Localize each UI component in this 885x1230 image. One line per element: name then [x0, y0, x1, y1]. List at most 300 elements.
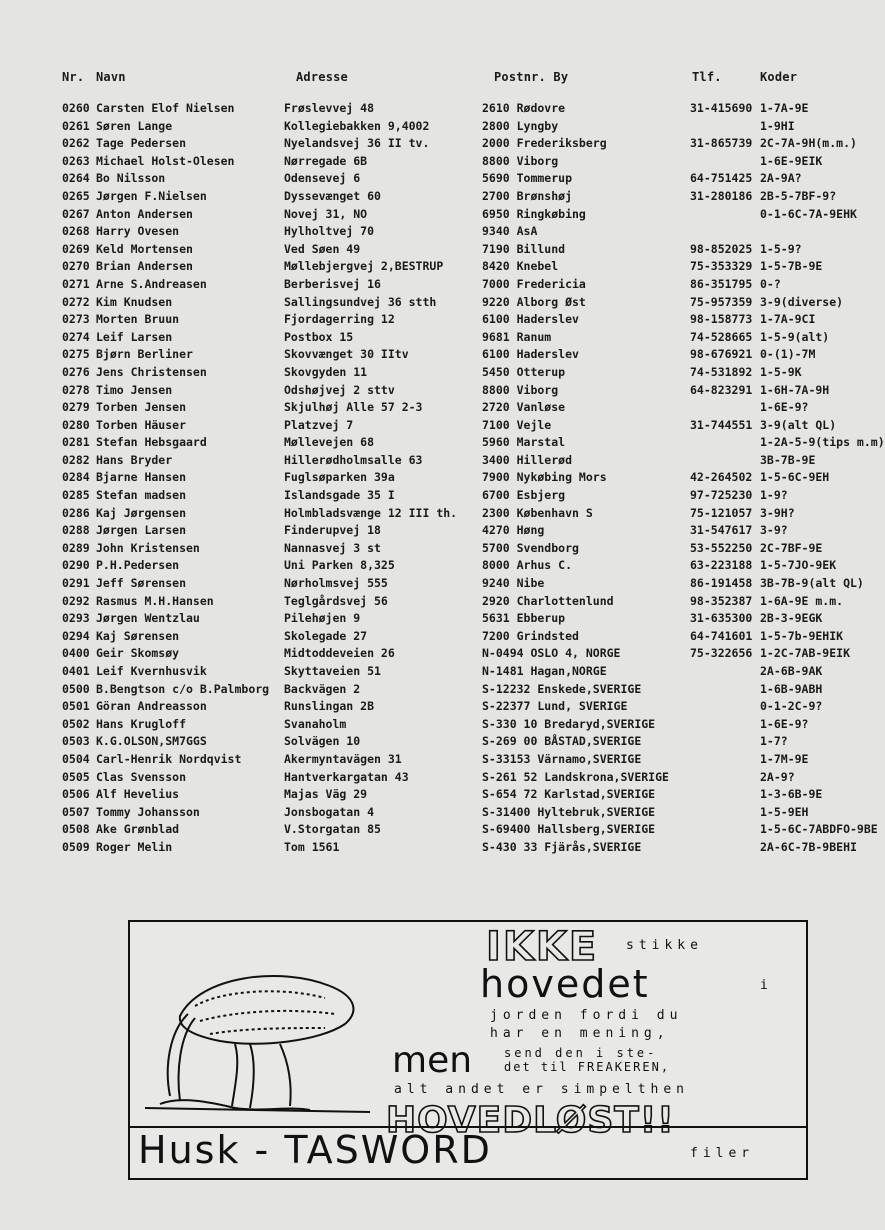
- table-row: [0, 188, 872, 206]
- member-codes: 0-1-6C-7A-9EHK: [760, 206, 857, 221]
- ad-stikke: stikke: [626, 938, 703, 953]
- member-address: Fuglsøparken 39a: [284, 470, 395, 485]
- member-name: Kim Knudsen: [96, 294, 173, 309]
- member-codes: 1-7A-9E: [760, 101, 809, 115]
- member-nr: 0289: [62, 540, 90, 555]
- member-nr: 0503: [62, 734, 90, 749]
- member-nr: 0270: [62, 259, 90, 274]
- member-postcode-city: 5690 Tommerup: [482, 171, 573, 186]
- member-phone: 31-865739: [690, 136, 753, 151]
- table-row: [0, 258, 872, 276]
- table-row: [0, 540, 872, 558]
- member-codes: 1-7?: [760, 734, 788, 749]
- member-address: Novej 31, NO: [284, 206, 368, 221]
- member-name: Tage Pedersen: [96, 136, 187, 151]
- member-nr: 0502: [62, 716, 90, 731]
- member-name: Leif Kvernhusvik: [96, 664, 207, 678]
- member-nr: 0290: [62, 558, 90, 573]
- member-nr: 0288: [62, 523, 90, 538]
- table-row: [0, 645, 872, 663]
- member-nr: 0292: [62, 593, 90, 608]
- member-postcode-city: 5960 Marstal: [482, 435, 566, 450]
- member-name: Harry Ovesen: [96, 224, 180, 239]
- table-row: [0, 452, 872, 470]
- member-nr: 0285: [62, 488, 90, 503]
- member-phone: 31-635300: [690, 611, 753, 626]
- member-nr: 0263: [62, 153, 90, 168]
- member-name: Torben Jensen: [96, 400, 187, 415]
- member-address: Skyttaveien 51: [284, 664, 381, 678]
- member-nr: 0273: [62, 312, 90, 327]
- member-name: Anton Andersen: [96, 206, 193, 221]
- member-postcode-city: 2800 Lyngby: [482, 118, 559, 133]
- member-nr: 0508: [62, 822, 90, 837]
- member-address: Skovvænget 30 IItv: [284, 347, 409, 362]
- member-postcode-city: S-22377 Lund, SVERIGE: [482, 699, 628, 714]
- member-name: Geir Skomsøy: [96, 646, 180, 661]
- member-phone: 75-121057: [690, 505, 753, 520]
- member-nr: 0293: [62, 611, 90, 626]
- member-address: Møllebjergvej 2,BESTRUP: [284, 259, 444, 274]
- member-postcode-city: 7100 Vejle: [482, 417, 552, 432]
- member-postcode-city: 7000 Fredericia: [482, 276, 586, 291]
- member-nr: 0400: [62, 646, 90, 661]
- ad-send1: send den i ste-: [504, 1046, 658, 1060]
- table-row: [0, 610, 872, 628]
- member-phone: 64-823291: [690, 382, 753, 397]
- member-postcode-city: 6100 Haderslev: [482, 347, 579, 362]
- member-address: Sallingsundvej 36 stth: [284, 294, 437, 309]
- table-row: [0, 311, 872, 329]
- member-phone: 86-191458: [690, 576, 753, 591]
- member-nr: 0261: [62, 118, 90, 133]
- member-phone: 75-353329: [690, 259, 753, 274]
- member-phone: 64-751425: [690, 171, 753, 186]
- member-codes: 2A-9?: [760, 769, 795, 784]
- member-address: Runslingan 2B: [284, 699, 375, 714]
- member-address: Berberisvej 16: [284, 276, 381, 291]
- member-name: Alf Hevelius: [96, 787, 180, 802]
- member-nr: 0274: [62, 329, 90, 344]
- member-nr: 0265: [62, 188, 90, 203]
- member-phone: 31-744551: [690, 417, 753, 432]
- member-name: Bo Nilsson: [96, 171, 166, 186]
- member-name: Stefan Hebsgaard: [96, 435, 207, 450]
- member-codes: 1-6H-7A-9H: [760, 382, 830, 397]
- table-row: [0, 804, 872, 822]
- member-nr: 0264: [62, 171, 90, 186]
- member-nr: 0507: [62, 804, 90, 819]
- member-postcode-city: 2920 Charlottenlund: [482, 593, 614, 608]
- member-postcode-city: 2700 Brønshøj: [482, 188, 573, 203]
- ad-i: i: [760, 978, 773, 993]
- member-name: Kaj Sørensen: [96, 628, 180, 643]
- ad-hovedet: hovedet: [480, 962, 650, 1006]
- member-codes: 1-5-7B-9E: [760, 259, 823, 274]
- member-phone: 98-676921: [690, 347, 753, 362]
- member-phone: 53-552250: [690, 540, 753, 555]
- member-address: Møllevejen 68: [284, 435, 375, 450]
- member-codes: 1-7M-9E: [760, 751, 809, 766]
- member-phone: 98-852025: [690, 241, 753, 256]
- ad-filer: filer: [690, 1146, 755, 1161]
- member-nr: 0278: [62, 382, 90, 397]
- header-postnr: Postnr. By: [494, 70, 569, 84]
- member-phone: 75-957359: [690, 294, 753, 309]
- member-address: Finderupvej 18: [284, 523, 381, 538]
- member-name: Hans Bryder: [96, 452, 173, 467]
- table-row: [0, 557, 872, 575]
- table-row: [0, 751, 872, 769]
- table-row: [0, 505, 872, 523]
- table-row: [0, 469, 872, 487]
- member-name: Hans Krugloff: [96, 716, 187, 731]
- member-address: Svanaholm: [284, 716, 347, 731]
- member-codes: 1-5-7JO-9EK: [760, 558, 837, 573]
- member-name: Torben Häuser: [96, 417, 187, 432]
- member-postcode-city: 9681 Ranum: [482, 329, 552, 344]
- table-row: [0, 294, 872, 312]
- member-address: Jonsbogatan 4: [284, 804, 375, 819]
- member-name: Brian Andersen: [96, 259, 193, 274]
- member-codes: 1-5-9(alt): [760, 329, 830, 344]
- member-address: Hantverkargatan 43: [284, 769, 409, 784]
- member-codes: 1-5-9?: [760, 241, 802, 256]
- member-nr: 0269: [62, 241, 90, 256]
- member-postcode-city: 6100 Haderslev: [482, 312, 579, 327]
- member-codes: 1-5-9EH: [760, 804, 809, 819]
- member-codes: 0-1-2C-9?: [760, 699, 823, 714]
- member-postcode-city: S-261 52 Landskrona,SVERIGE: [482, 769, 669, 784]
- table-row: [0, 276, 872, 294]
- member-phone: 64-741601: [690, 628, 753, 643]
- member-name: Clas Svensson: [96, 769, 187, 784]
- member-name: P.H.Pedersen: [96, 558, 180, 573]
- member-codes: 1-6E-9?: [760, 716, 809, 731]
- member-nr: 0281: [62, 435, 90, 450]
- header-nr: Nr.: [62, 70, 85, 84]
- member-address: Akermyntavägen 31: [284, 751, 402, 766]
- member-codes: 1-6B-9ABH: [760, 681, 823, 696]
- member-name: Tommy Johansson: [96, 804, 200, 819]
- member-phone: 97-725230: [690, 488, 753, 503]
- ad-footer-band: [130, 1126, 806, 1178]
- ad-hovedlost: HOVEDLØST!!: [386, 1100, 675, 1141]
- member-codes: 1-5-6C-9EH: [760, 470, 830, 485]
- member-name: Leif Larsen: [96, 329, 173, 344]
- ad-ikke: IKKE: [486, 924, 599, 970]
- member-name: Jeff Sørensen: [96, 576, 187, 591]
- tasword-advert: [128, 920, 808, 1180]
- member-codes: 2A-6C-7B-9BEHI: [760, 839, 857, 854]
- member-address: Hillerødholmsalle 63: [284, 452, 423, 467]
- member-nr: 0275: [62, 347, 90, 362]
- member-nr: 0271: [62, 276, 90, 291]
- member-postcode-city: 5450 Otterup: [482, 364, 566, 379]
- member-name: Roger Melin: [96, 839, 173, 854]
- member-address: Skjulhøj Alle 57 2-3: [284, 400, 423, 415]
- member-postcode-city: 9340 AsA: [482, 224, 538, 239]
- member-codes: 1-9?: [760, 488, 788, 503]
- table-row: [0, 206, 872, 224]
- member-name: Rasmus M.H.Hansen: [96, 593, 214, 608]
- member-postcode-city: S-12232 Enskede,SVERIGE: [482, 681, 642, 696]
- table-row: [0, 821, 878, 839]
- table-row: [0, 769, 872, 787]
- member-postcode-city: 7190 Billund: [482, 241, 566, 256]
- member-name: Ake Grønblad: [96, 822, 180, 837]
- table-row: [0, 241, 872, 259]
- member-address: Hylholtvej 70: [284, 224, 375, 239]
- member-nr: 0282: [62, 452, 90, 467]
- table-row: [0, 733, 872, 751]
- member-name: Carsten Elof Nielsen: [96, 101, 235, 115]
- member-nr: 0279: [62, 400, 90, 415]
- member-postcode-city: S-654 72 Karlstad,SVERIGE: [482, 787, 656, 802]
- member-phone: 75-322656: [690, 646, 753, 661]
- member-address: Uni Parken 8,325: [284, 558, 395, 573]
- member-address: Dyssevænget 60: [284, 188, 381, 203]
- member-phone: 42-264502: [690, 470, 753, 485]
- member-name: Bjørn Berliner: [96, 347, 193, 362]
- ad-line1: jorden fordi du: [490, 1008, 683, 1023]
- member-address: Backvägen 2: [284, 681, 361, 696]
- member-nr: 0268: [62, 224, 90, 239]
- member-address: Fjordagerring 12: [284, 312, 395, 327]
- member-postcode-city: 9240 Nibe: [482, 576, 545, 591]
- member-address: Teglgårdsvej 56: [284, 593, 388, 608]
- member-postcode-city: 8000 Arhus C.: [482, 558, 573, 573]
- table-row: [0, 153, 872, 171]
- member-phone: 74-531892: [690, 364, 753, 379]
- member-postcode-city: 7900 Nykøbing Mors: [482, 470, 607, 485]
- member-address: Odensevej 6: [284, 171, 361, 186]
- member-address: Majas Väg 29: [284, 787, 368, 802]
- table-row: [0, 716, 872, 734]
- table-row: [0, 522, 872, 540]
- member-postcode-city: S-69400 Hallsberg,SVERIGE: [482, 822, 656, 837]
- member-codes: 3-9(diverse): [760, 294, 844, 309]
- member-postcode-city: 2300 København S: [482, 505, 593, 520]
- member-postcode-city: 2000 Frederiksberg: [482, 136, 607, 151]
- member-address: Kollegiebakken 9,4002: [284, 118, 430, 133]
- member-address: Nyelandsvej 36 II tv.: [284, 136, 430, 151]
- member-address: Solvägen 10: [284, 734, 361, 749]
- member-address: Skovgyden 11: [284, 364, 368, 379]
- member-phone: 98-158773: [690, 312, 753, 327]
- member-codes: 2A-6B-9AK: [760, 664, 823, 678]
- table-row: [0, 346, 872, 364]
- ostrich-illustration: [140, 936, 380, 1116]
- member-postcode-city: 2610 Rødovre: [482, 101, 566, 115]
- member-address: Skolegade 27: [284, 628, 368, 643]
- member-name: Jørgen F.Nielsen: [96, 188, 207, 203]
- member-nr: 0262: [62, 136, 90, 151]
- member-address: Ved Søen 49: [284, 241, 361, 256]
- member-nr: 0267: [62, 206, 90, 221]
- member-nr: 0280: [62, 417, 90, 432]
- member-codes: 1-3-6B-9E: [760, 787, 823, 802]
- member-name: Jørgen Wentzlau: [96, 611, 200, 626]
- member-postcode-city: 8800 Viborg: [482, 382, 559, 397]
- table-row: [0, 663, 872, 681]
- member-codes: 3-9(alt QL): [760, 417, 837, 432]
- member-address: Platzvej 7: [284, 417, 354, 432]
- member-nr: 0284: [62, 470, 90, 485]
- member-name: John Kristensen: [96, 540, 200, 555]
- member-name: Arne S.Andreasen: [96, 276, 207, 291]
- member-name: Michael Holst-Olesen: [96, 153, 235, 168]
- member-codes: 1-2A-5-9(tips m.m): [760, 435, 885, 450]
- table-row: [0, 434, 885, 452]
- member-address: Postbox 15: [284, 329, 354, 344]
- member-name: Timo Jensen: [96, 382, 173, 397]
- member-address: Pilehøjen 9: [284, 611, 361, 626]
- header-navn: Navn: [96, 70, 126, 84]
- member-address: Nannasvej 3 st: [284, 540, 381, 555]
- member-name: Bjarne Hansen: [96, 470, 187, 485]
- ad-send2: det til FREAKEREN,: [504, 1060, 671, 1074]
- member-nr: 0509: [62, 839, 90, 854]
- member-phone: 63-223188: [690, 558, 753, 573]
- member-postcode-city: S-430 33 Fjärås,SVERIGE: [482, 839, 642, 854]
- member-postcode-city: 6950 Ringkøbing: [482, 206, 586, 221]
- member-postcode-city: 4270 Høng: [482, 523, 545, 538]
- member-nr: 0272: [62, 294, 90, 309]
- member-phone: 98-352387: [690, 593, 753, 608]
- member-name: Søren Lange: [96, 118, 173, 133]
- member-postcode-city: 5700 Svendborg: [482, 540, 579, 555]
- member-address: V.Storgatan 85: [284, 822, 381, 837]
- member-codes: 1-5-7b-9EHIK: [760, 628, 844, 643]
- member-address: Frøslevvej 48: [284, 101, 375, 115]
- member-nr: 0294: [62, 628, 90, 643]
- member-nr: 0501: [62, 699, 90, 714]
- member-postcode-city: S-269 00 BÅSTAD,SVERIGE: [482, 734, 642, 749]
- member-codes: 2C-7BF-9E: [760, 540, 823, 555]
- member-nr: 0276: [62, 364, 90, 379]
- member-codes: 1-6E-9?: [760, 400, 809, 415]
- member-codes: 1-7A-9CI: [760, 312, 816, 327]
- table-row: [0, 593, 872, 611]
- member-nr: 0504: [62, 751, 90, 766]
- member-postcode-city: 7200 Grindsted: [482, 628, 579, 643]
- member-nr: 0506: [62, 787, 90, 802]
- member-postcode-city: 2720 Vanløse: [482, 400, 566, 415]
- table-row: [0, 786, 872, 804]
- member-codes: 3B-7B-9E: [760, 452, 816, 467]
- member-nr: 0505: [62, 769, 90, 784]
- table-row: [0, 170, 872, 188]
- member-codes: 2B-5-7BF-9?: [760, 188, 837, 203]
- member-name: Jens Christensen: [96, 364, 207, 379]
- member-postcode-city: 8800 Viborg: [482, 153, 559, 168]
- member-nr: 0286: [62, 505, 90, 520]
- member-postcode-city: 5631 Ebberup: [482, 611, 566, 626]
- member-name: Jørgen Larsen: [96, 523, 187, 538]
- member-codes: 2A-9A?: [760, 171, 802, 186]
- member-postcode-city: 8420 Knebel: [482, 259, 559, 274]
- table-row: [0, 698, 872, 716]
- member-nr: 0291: [62, 576, 90, 591]
- member-postcode-city: 6700 Esbjerg: [482, 488, 566, 503]
- header-koder: Koder: [760, 70, 798, 84]
- member-address: Islandsgade 35 I: [284, 488, 395, 503]
- member-codes: 2C-7A-9H(m.m.): [760, 136, 857, 151]
- table-row: [0, 399, 872, 417]
- member-phone: 74-528665: [690, 329, 753, 344]
- table-row: [0, 487, 872, 505]
- member-postcode-city: S-330 10 Bredaryd,SVERIGE: [482, 716, 656, 731]
- member-codes: 0-?: [760, 276, 781, 291]
- member-name: Carl-Henrik Nordqvist: [96, 751, 242, 766]
- ad-husk-tasword: Husk - TASWORD: [138, 1128, 492, 1172]
- member-phone: 31-547617: [690, 523, 753, 538]
- table-row: [0, 575, 872, 593]
- ad-line2: har en mening,: [490, 1026, 670, 1041]
- member-name: B.Bengtson c/o B.Palmborg: [96, 681, 270, 696]
- ad-line3: alt andet er simpelthen: [394, 1082, 690, 1097]
- member-phone: 31-415690: [690, 101, 753, 115]
- member-codes: 1-6A-9E m.m.: [760, 593, 844, 608]
- table-row: [0, 839, 872, 857]
- member-address: Tom 1561: [284, 839, 340, 854]
- member-codes: 1-5-9K: [760, 364, 802, 379]
- member-address: Nørregade 6B: [284, 153, 368, 168]
- member-codes: 3-9H?: [760, 505, 795, 520]
- table-row: [0, 118, 872, 136]
- member-phone: 31-280186: [690, 188, 753, 203]
- table-row: [0, 364, 872, 382]
- member-postcode-city: N-0494 OSLO 4, NORGE: [482, 646, 621, 661]
- ad-men: men: [392, 1040, 473, 1081]
- table-row: [0, 681, 872, 699]
- member-address: Midtoddeveien 26: [284, 646, 395, 661]
- table-row: [0, 382, 872, 400]
- member-name: Stefan madsen: [96, 488, 187, 503]
- table-row: [0, 628, 872, 646]
- table-row: [0, 135, 872, 153]
- member-codes: 1-6E-9EIK: [760, 153, 823, 168]
- member-name: Keld Mortensen: [96, 241, 193, 256]
- table-row: [0, 329, 872, 347]
- member-codes: 3B-7B-9(alt QL): [760, 576, 864, 591]
- member-phone: 86-351795: [690, 276, 753, 291]
- member-codes: 1-9HI: [760, 118, 795, 133]
- member-postcode-city: 9220 Alborg Øst: [482, 294, 586, 309]
- member-codes: 3-9?: [760, 523, 788, 538]
- member-address: Nørholmsvej 555: [284, 576, 388, 591]
- member-postcode-city: N-1481 Hagan,NORGE: [482, 664, 607, 678]
- member-codes: 2B-3-9EGK: [760, 611, 823, 626]
- member-nr: 0500: [62, 681, 90, 696]
- member-nr: 0260: [62, 101, 90, 115]
- member-postcode-city: 3400 Hillerød: [482, 452, 573, 467]
- header-adresse: Adresse: [296, 70, 348, 84]
- member-nr: 0401: [62, 664, 90, 678]
- member-table: [0, 100, 885, 857]
- member-name: Göran Andreasson: [96, 699, 207, 714]
- member-name: Kaj Jørgensen: [96, 505, 187, 520]
- member-codes: 0-(1)-7M: [760, 347, 816, 362]
- table-row: [0, 417, 872, 435]
- member-address: Holmbladsvænge 12 III th.: [284, 505, 458, 520]
- member-codes: 1-5-6C-7ABDFO-9BE: [760, 822, 878, 837]
- member-postcode-city: S-33153 Värnamo,SVERIGE: [482, 751, 642, 766]
- member-name: Morten Bruun: [96, 312, 180, 327]
- table-row: [0, 100, 872, 118]
- member-address: Odshøjvej 2 sttv: [284, 382, 395, 397]
